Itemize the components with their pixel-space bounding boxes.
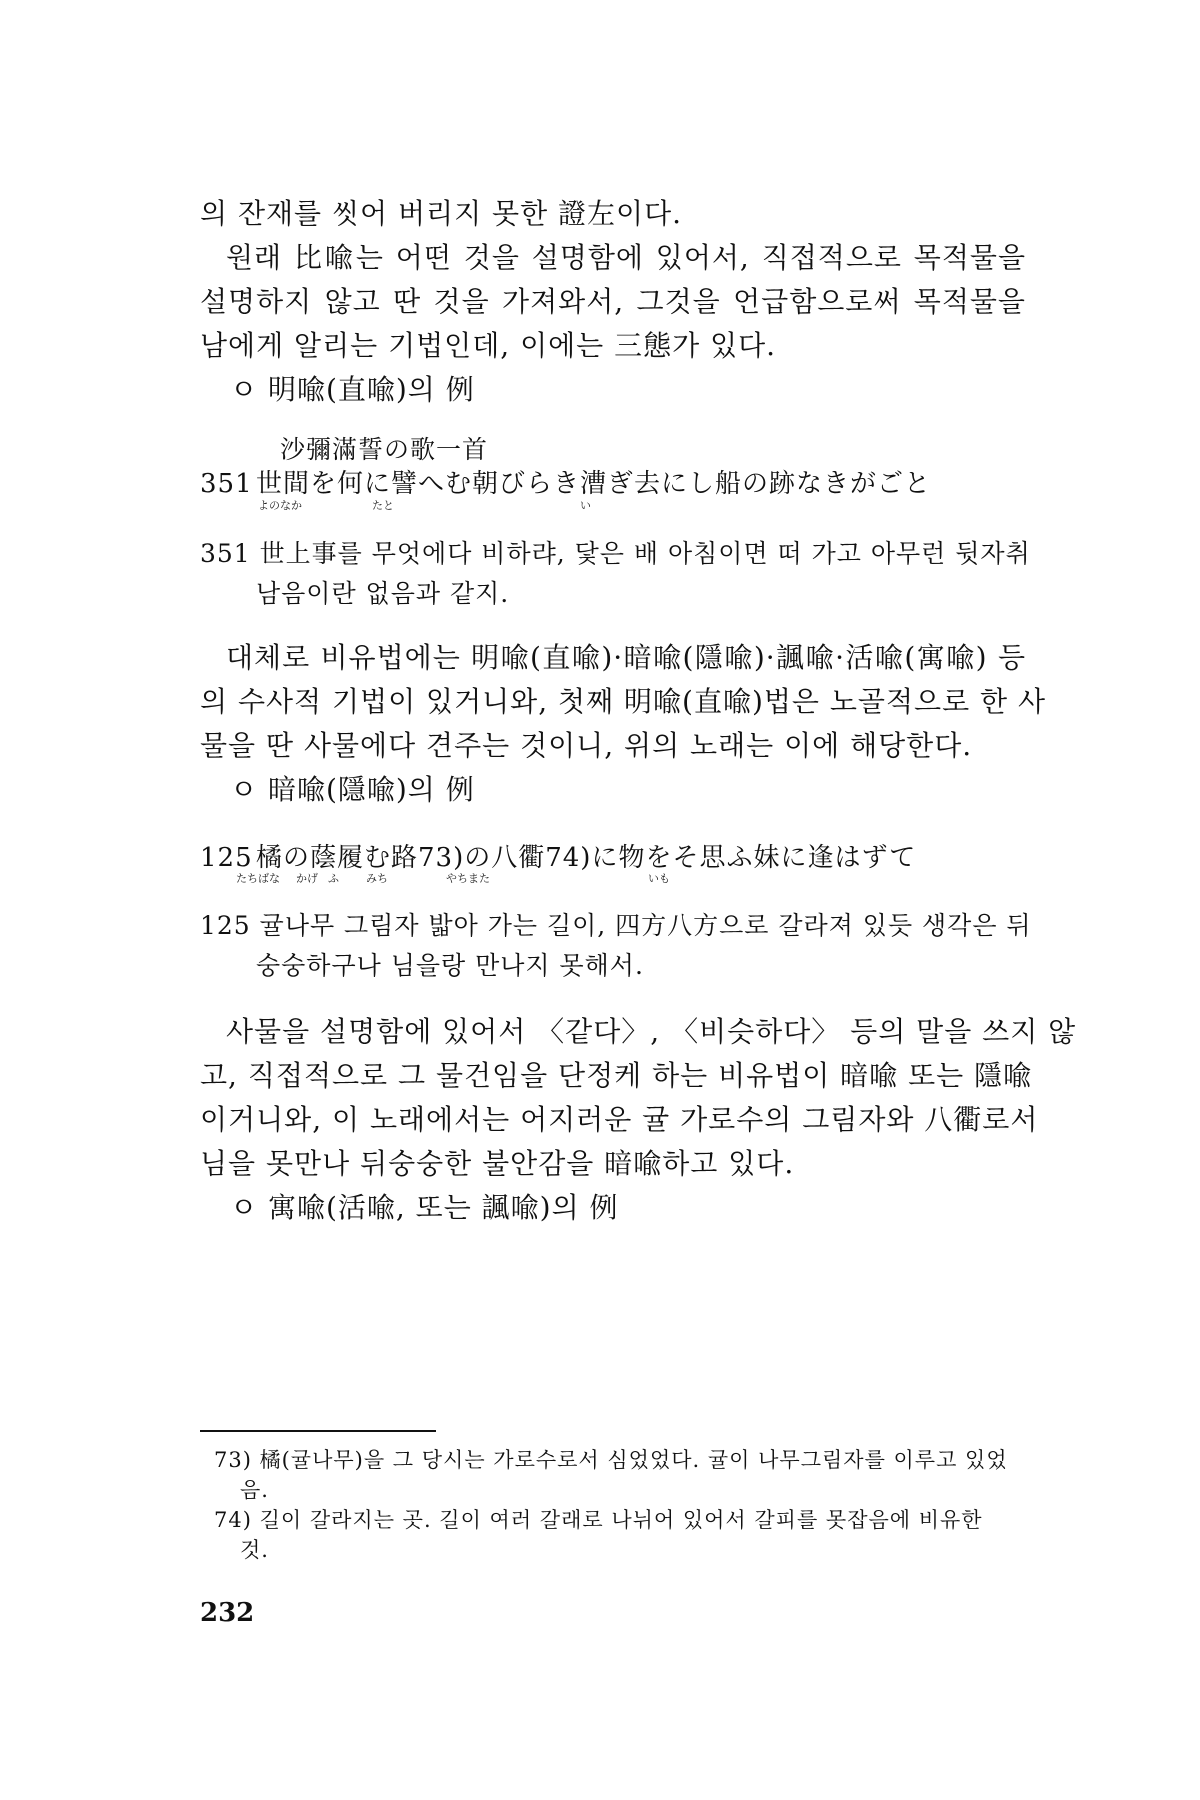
translation-line: 남음이란 없음과 같지. [256, 579, 510, 608]
footnote-74: 74) 길이 갈라지는 곳. 길이 여러 갈래로 나뉘어 있어서 갈피를 못잡음에 비유한 [214, 1508, 983, 1532]
footnote-divider [200, 1430, 436, 1432]
ruby-text: かげ [296, 872, 318, 885]
translation-line: 125 귤나무 그림자 밟아 가는 길이, 四方八方으로 갈라져 있듯 생각은 뒤 [200, 911, 1032, 940]
poem-text: 橘の蔭履む路73)の八衢74)に物をそ思ふ妹に逢はずて [256, 843, 917, 873]
text-line: 물을 딴 사물에다 견주는 것이니, 위의 노래는 이에 해당한다. [200, 729, 973, 762]
translation-line: 숭숭하구나 님을랑 만나지 못해서. [256, 951, 644, 980]
ruby-text: みち [366, 872, 388, 885]
translation-line: 351 世上事를 무엇에다 비하랴, 닻은 배 아침이면 떠 가고 아무런 뒷자취 [200, 539, 1031, 568]
text-line: 사물을 설명함에 있어서 〈같다〉, 〈비슷하다〉 등의 말을 쓰지 않 [226, 1015, 1077, 1048]
ruby-text: やちまた [446, 872, 490, 885]
text-line: 대체로 비유법에는 明喩(直喩)·暗喩(隱喩)·諷喩·活喩(寓喩) 등 [226, 641, 1026, 674]
text-line: 설명하지 않고 딴 것을 가져와서, 그것을 언급함으로써 목적물을 [200, 285, 1026, 318]
ruby-text: い [580, 499, 591, 512]
footnote-73: 73) 橘(귤나무)을 그 당시는 가로수로서 심었었다. 귤이 나무그림자를 이루고 있었 [214, 1448, 1008, 1472]
poem-title: 沙彌滿誓の歌一首 [280, 435, 489, 464]
page-number: 232 [200, 1598, 255, 1628]
ruby-text: いも [648, 872, 670, 885]
text-line: 고, 직접적으로 그 물건임을 단정케 하는 비유법이 暗喩 또는 隱喩 [200, 1059, 1033, 1092]
poem-number: 351 [200, 469, 253, 499]
text-line: 남에게 알리는 기법인데, 이에는 三態가 있다. [200, 329, 777, 362]
ruby-text: よのなか [258, 499, 302, 512]
ruby-text: たちばな [236, 872, 280, 885]
poem-text: 世間を何に譬へむ朝びらき漕ぎ去にし船の跡なきがごと [256, 469, 932, 499]
ruby-text: ふ [328, 872, 339, 885]
text-line: 의 수사적 기법이 있거니와, 첫째 明喩(直喩)법은 노골적으로 한 사 [200, 685, 1047, 718]
example-heading: ㅇ 暗喩(隱喩)의 例 [230, 773, 475, 806]
poem-number: 125 [200, 843, 253, 873]
text-line: 이거니와, 이 노래에서는 어지러운 귤 가로수의 그림자와 八衢로서 [200, 1103, 1039, 1136]
example-heading: ㅇ 明喩(直喩)의 例 [230, 373, 475, 406]
footnote-73-continued: 음. [240, 1478, 269, 1502]
ruby-text: たと [372, 499, 394, 512]
text-line: 의 잔재를 씻어 버리지 못한 證左이다. [200, 197, 683, 230]
text-line: 님을 못만나 뒤숭숭한 불안감을 暗喩하고 있다. [200, 1147, 795, 1180]
example-heading: ㅇ 寓喩(活喩, 또는 諷喩)의 例 [230, 1191, 619, 1224]
text-line: 원래 比喩는 어떤 것을 설명함에 있어서, 직접적으로 목적물을 [226, 241, 1026, 274]
footnote-74-continued: 것. [240, 1538, 269, 1562]
